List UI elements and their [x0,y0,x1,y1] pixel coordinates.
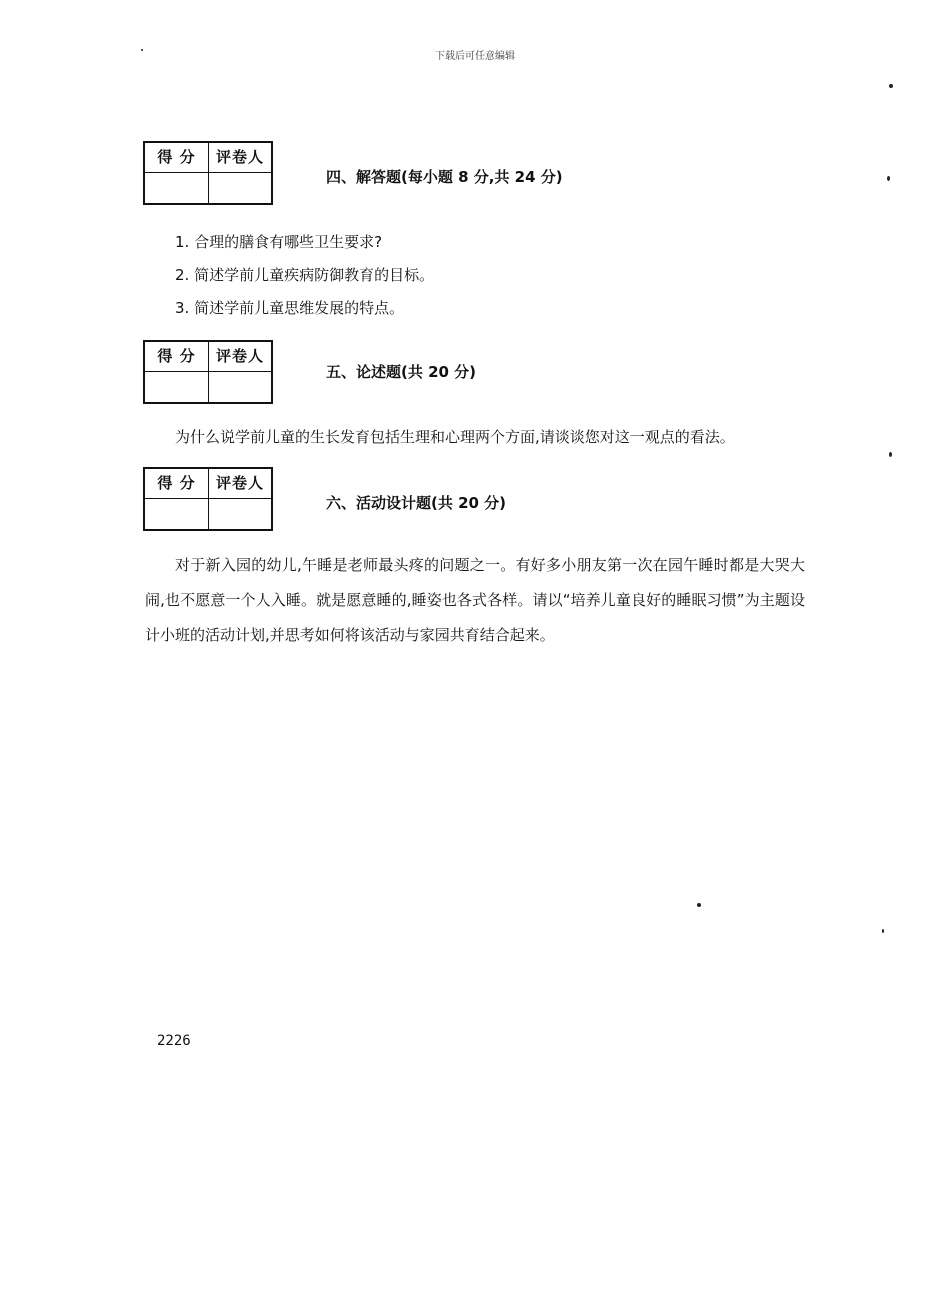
essay-prompt: 为什么说学前儿童的生长发育包括生理和心理两个方面,请谈谈您对这一观点的看法。 [175,428,735,446]
scan-speck [141,49,143,51]
section-title: 六、活动设计题(共 20 分) [326,494,507,512]
question-2: 2. 简述学前儿童疾病防御教育的目标。 [175,266,435,284]
page-number: 2226 [157,1033,191,1049]
section-title: 四、解答题(每小题 8 分,共 24 分) [326,168,563,186]
score-label: 得 分 [145,143,209,173]
header-note: 下载后可任意编辑 [435,51,515,62]
scan-speck [697,903,701,907]
score-cell [145,173,209,203]
question-1: 1. 合理的膳食有哪些卫生要求? [175,233,383,251]
score-box [143,340,273,404]
section-title: 五、论述题(共 20 分) [326,363,477,381]
score-cell [145,372,209,402]
scan-speck [889,84,893,88]
grader-label: 评卷人 [209,342,271,372]
score-box [143,141,273,205]
scan-speck [889,452,892,457]
grader-cell [209,372,271,402]
score-label: 得 分 [145,342,209,372]
score-cell [145,499,209,529]
score-box [143,467,273,531]
scan-speck [887,176,890,181]
grader-cell [209,173,271,203]
grader-cell [209,499,271,529]
scan-speck [882,929,884,933]
grader-label: 评卷人 [209,469,271,499]
question-3: 3. 简述学前儿童思维发展的特点。 [175,299,405,317]
activity-prompt: 对于新入园的幼儿,午睡是老师最头疼的问题之一。有好多小朋友第一次在园午睡时都是大哭大闹,也不愿意一个人入睡。就是愿意睡的,睡姿也各式各样。请以“培养儿童良好的睡眠习惯”为主题设计小班的活动计划,并思考如何将该活动与家园共育结合起来。 [145,556,805,644]
score-label: 得 分 [145,469,209,499]
grader-label: 评卷人 [209,143,271,173]
